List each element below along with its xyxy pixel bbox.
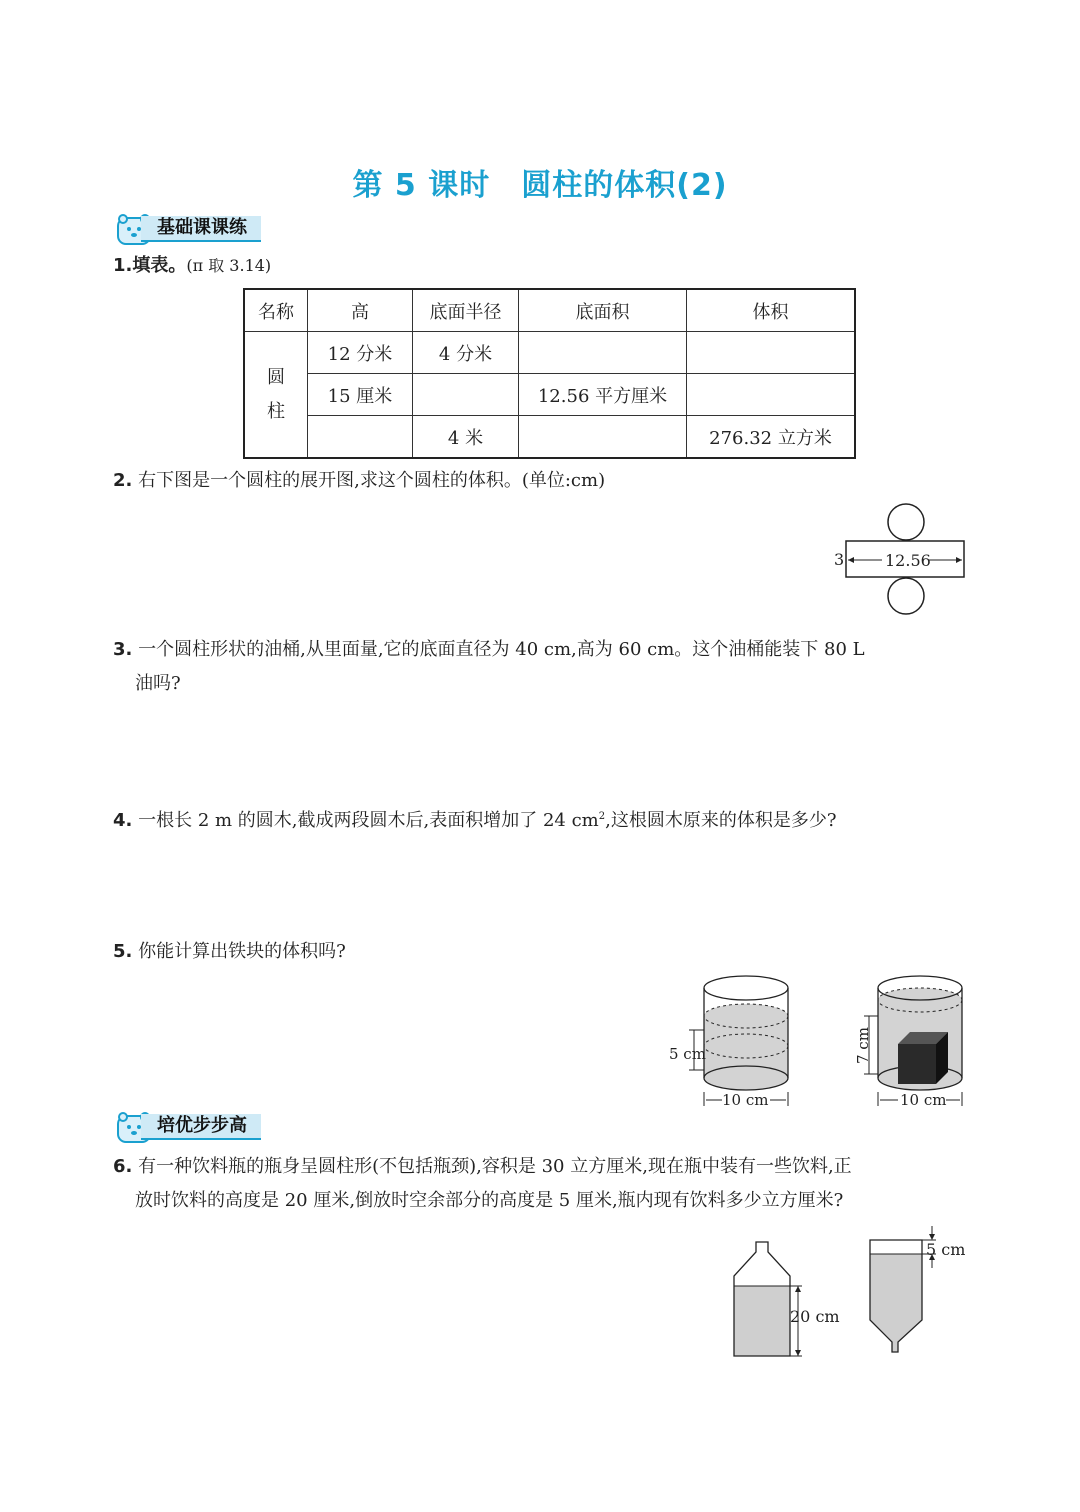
inverted-gap-label: 5 cm — [926, 1240, 966, 1259]
left-height-label: 5 cm — [669, 1045, 706, 1063]
row-label-char: 圆 — [267, 366, 285, 388]
table-row — [244, 416, 855, 459]
table-header: 高 — [308, 289, 413, 332]
table-cell — [519, 332, 687, 374]
section-badge-basic — [115, 212, 285, 242]
page-title: 第 5 课时 圆柱的体积(2) — [352, 168, 728, 203]
question-1: 1.填表。(π 取 3.14) — [113, 255, 272, 276]
iron-cube — [898, 1032, 948, 1084]
row-label — [244, 332, 308, 459]
table-cell: 12 分米 — [308, 332, 413, 374]
cylinders-figure — [664, 972, 974, 1112]
row-label-char: 柱 — [267, 400, 285, 422]
table-cell — [308, 416, 413, 459]
upright-height-label: 20 cm — [790, 1307, 840, 1326]
table-header: 名称 — [244, 289, 308, 332]
right-cylinder — [854, 976, 962, 1109]
section-title-advanced: 培优步步高 — [141, 1114, 261, 1140]
upright-bottle — [734, 1242, 840, 1356]
table-header-row — [244, 289, 855, 332]
table-row — [244, 374, 855, 416]
question-2: 2. 右下图是一个圆柱的展开图,求这个圆柱的体积。(单位:cm) — [113, 470, 606, 491]
question-4: 4. 一根长 2 m 的圆木,截成两段圆木后,表面积增加了 24 $cm^2$,这根圆木原来的体积是多少? — [113, 810, 837, 831]
table-cell: 276.32 立方米 — [687, 416, 856, 459]
right-diameter-label: 10 cm — [900, 1091, 947, 1109]
net-length-label: 12.56 — [885, 551, 931, 570]
inverted-bottle — [870, 1226, 965, 1352]
left-diameter-label: 10 cm — [722, 1091, 769, 1109]
table-cell — [413, 374, 519, 416]
question-5: 5. 你能计算出铁块的体积吗? — [113, 941, 346, 962]
section-title-basic: 基础课课练 — [141, 216, 261, 242]
section-badge-advanced — [115, 1110, 285, 1140]
right-height-label: 7 cm — [854, 1027, 872, 1064]
table-cell: 15 厘米 — [308, 374, 413, 416]
cylinder-net-figure — [826, 500, 976, 618]
net-height-label: 3 — [834, 550, 845, 569]
table-cell — [687, 374, 856, 416]
table-cell: 12.56 平方厘米 — [519, 374, 687, 416]
question-6: 6. 有一种饮料瓶的瓶身呈圆柱形(不包括瓶颈),容积是 30 立方厘米,现在瓶中装有一些饮料,正 放时饮料的高度是 20 厘米,倒放时空余部分的高度是 5 厘米,瓶内现有饮料多少立方厘米? — [113, 1156, 852, 1211]
bottles-figure — [726, 1224, 976, 1364]
question-3: 3. 一个圆柱形状的油桶,从里面量,它的底面直径为 40 cm,高为 60 cm。这个油桶能装下 80 L 油吗? — [113, 639, 865, 694]
table-header: 底面积 — [519, 289, 687, 332]
table-cell — [687, 332, 856, 374]
table-cell: 4 米 — [413, 416, 519, 459]
table-header: 体积 — [687, 289, 856, 332]
table-row — [244, 332, 855, 374]
left-cylinder — [669, 976, 788, 1109]
fill-table — [243, 288, 856, 459]
table-cell: 4 分米 — [413, 332, 519, 374]
table-header: 底面半径 — [413, 289, 519, 332]
table-cell — [519, 416, 687, 459]
